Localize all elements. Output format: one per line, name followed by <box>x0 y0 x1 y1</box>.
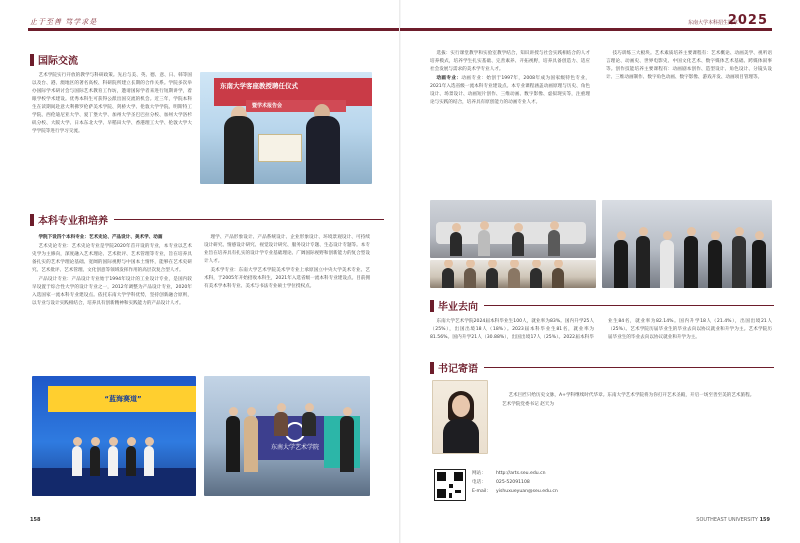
web-label: 网站： <box>472 471 486 476</box>
folio-left <box>30 517 40 523</box>
graduation-photo <box>602 200 772 288</box>
photo-person <box>224 116 254 184</box>
section-majors-heading <box>30 212 384 227</box>
destination-text: 东南大学艺术学院2024届本科毕业生100人，就业率为83%。国内升学25人（25%），出国出境18人（18%）。2023届本科毕业生81名，就业率为81.56%。国内升学21人（30.88%），出国出境17人（25%）。2022届本科毕业生84名，就业率为82.14%。国内升学18人（21.4%），出国出境21人（25%）。艺术学院历届毕业生的毕业去向以协议就业和升学为主。艺术学院历届毕业生的毕业去向以协议就业和升学为主。 <box>430 319 772 340</box>
message-paragraph <box>502 392 774 428</box>
photo-person <box>274 412 288 436</box>
photo-person <box>548 230 560 256</box>
photo-person <box>302 412 316 436</box>
photo-person <box>636 236 650 288</box>
intl-text: 艺术学院实行开放的教学与科研政策。先后与美、英、德、意、日、韩等国以及台、港、澳地区的著名高校、科研院所建立长期的合作关系。学院多次举办国际学术研讨会与国际艺术教育工作坊，邀请国际学者来进行短期讲学，着眼学校学术建设。优秀本科生可获得公派出国交流的机会。近三年，学院本科生在读期间赴意大利佛罗伦萨美术学院、剑桥大学、伦敦大学学院、明斯特工学院、西伦迪尼亚大学、爱丁堡大学、加州大学圣巴巴拉分校、加州大学洛杉矶分校、大阪大学、日本东北大学、早稻田大学、香港理工大学、伦敦大学大学学院等进行学习交流。 <box>32 73 192 134</box>
email-label: E-mail： <box>472 489 491 494</box>
team-flag <box>256 416 334 460</box>
section-title: 国际交流 <box>38 56 78 67</box>
photo-person <box>478 230 490 256</box>
university-label: SOUTHEAST UNIVERSITY <box>696 517 758 523</box>
brand-label: 东南大学本科招生简章 <box>687 20 738 26</box>
animation-courses: 技巧训练三大板块。艺术素质培养主要课程有：艺术概论、动画美学、视听语言理论、动画史、世界电影史、中国文化艺术、数字媒体艺术基础、跨媒体叙事等。创作技能培养主要课程有：动画剧本创作、造型设计、角色设计、分镜头设计、三维动画制作、数字角色动画、数字影像、游戏开发、动画项目管理等。 <box>606 51 772 80</box>
section-title: 毕业去向 <box>438 302 478 313</box>
photo-person <box>552 268 564 288</box>
header-rule <box>28 28 400 31</box>
photo-person <box>72 446 82 476</box>
photo-person <box>442 268 454 288</box>
photo-person <box>614 240 628 288</box>
heading-marker <box>430 300 434 312</box>
destination-paragraph <box>430 318 772 352</box>
majors-art-theory: 艺术史论专业：艺术史论专业是学院2020年首开设的专业，本专业以艺术史学为主修向，深度融入艺术理论、艺术批评、艺术管理等专业，旨在培养具备扎实的艺术学理论基础、宽阔的国际视野与中国本土情怀，能够在艺术史研究、艺术批评、艺术管理、文化创意等领域发挥作用的高层次复合型人才。 <box>32 244 192 273</box>
right-column-2 <box>606 50 772 194</box>
majors-product-courses: 理学、产品形象设计、产品系统设计、企业形象设计、环境景观设计、可持续设计研究、情感设计研究、视觉设计研究、服务设计专题、生态设计专题等。本专业旨在培养具有扎实的设计学专业基础理论、广阔国际视野和创新能力的复合型设计人才。 <box>204 235 370 264</box>
heading-rule <box>484 367 774 368</box>
heading-rule <box>114 219 384 220</box>
majors-column-1 <box>32 234 192 368</box>
heading-marker <box>30 214 34 226</box>
photo-person <box>226 416 240 472</box>
classroom-photo <box>430 200 596 258</box>
photo-banner-sub-text: 暨学术报告会 <box>252 103 283 109</box>
heading-rule <box>484 305 774 306</box>
phone-label: 电话： <box>472 480 486 485</box>
photo-banner-sub <box>246 100 346 112</box>
heading-marker <box>430 362 434 374</box>
photo-person <box>486 268 498 288</box>
message-signature: 艺术学院党委书记 赵天为 <box>502 402 554 407</box>
section-message-heading <box>430 360 774 375</box>
page-number: 158 <box>30 517 41 523</box>
right-page <box>400 0 800 543</box>
folio-right <box>696 517 770 523</box>
year-label: 2025 <box>727 13 768 28</box>
photo-person <box>144 446 154 476</box>
photo-person <box>90 446 100 476</box>
stage-photo <box>32 376 196 496</box>
photo-person <box>108 446 118 476</box>
section-destination-heading <box>430 298 774 313</box>
photo-person <box>508 268 520 288</box>
intl-paragraph <box>32 72 192 196</box>
section-intl-heading <box>30 52 78 67</box>
section-title: 本科专业和培养 <box>38 216 108 227</box>
majors-product-design: 产品设计专业：产品设计专业始于1994年设计的工业设计专业，是国内较早设置于综合性大学的设计专业之一，2012年调整为产品设计专业，2020年入选国家一流本科专业建设点。依托东南大学学科优势，坚持创新融合原则，以专业与设计实践相结合，培养具有创新精神和实践能力的产品设计人才。 <box>32 277 192 306</box>
right-column-1: 选拔：实行课堂教学和实验室教学结合，知识讲授与社会实践相结合的人才培养模式，培养学生扎实基础、完善素养、开拓视野，培养具备创造力、适应社会发展与需求的美术学专业人才。 动画专业：动画专业：始创于1997年，2008年成为国家级特色专业，2021年入选省级一流本科专业建设点。本专业课程涵盖动画原理与历史、角色设计、场景设计、动画短片创作、三维动画、数字影像、虚拟现实等，注重理论与实践的结合，培养具有原创能力的动画专业人才。 <box>430 51 590 105</box>
email-link[interactable]: yishuxueyuan@seu.edu.cn <box>496 489 558 494</box>
author-portrait <box>432 380 488 454</box>
section-title: 书记寄语 <box>438 364 478 375</box>
majors-intro: 学院下设四个本科专业：艺术史论、产品设计、美术学、动画 <box>38 235 163 240</box>
header-rule <box>400 28 772 31</box>
contact-block <box>472 469 558 496</box>
photo-person <box>684 236 698 288</box>
qr-code <box>434 469 466 501</box>
photo-person <box>450 232 462 256</box>
photo-banner-text: 东南大学客座教授聘任仪式 <box>220 82 298 90</box>
photo-person <box>464 268 476 288</box>
photo-person <box>732 236 746 288</box>
photo-person <box>660 240 674 288</box>
team-photo <box>204 376 370 496</box>
web-link[interactable]: http://arts.seu.edu.cn <box>496 471 546 476</box>
fine-arts-continued: 选拔：实行课堂教学和实验室教学结合，知识讲授与社会实践相结合的人才培养模式，培养学生扎实基础、完善素养、开拓视野，培养具备创造力、适应社会发展与需求的美术学专业人才。 <box>430 51 590 72</box>
photo-person <box>126 446 136 476</box>
photo-person <box>708 240 722 288</box>
page-motto: 止于至善 笃学求是 <box>30 18 98 26</box>
phone-value: 025-52091108 <box>496 480 530 485</box>
group-photo <box>430 260 596 288</box>
majors-fine-arts: 美术学专业：东南大学艺术学院美术学专业上承原国立中央大学美术专业、艺术科，于2005年开始招收本科生，2021年入选省级一流本科专业建设点。目前拥有美术学本科专业、美术与书法专业硕士学位授权点。 <box>204 268 370 289</box>
message-text: 艺术巨匠只给历史文脉，A+学科继续时代华章。东南大学艺术学院将为你打开艺术圣殿，开启一场至善至美的艺术旅程。 <box>508 393 755 398</box>
intl-photo <box>200 72 372 184</box>
photo-person <box>244 416 258 472</box>
photo-person <box>530 268 542 288</box>
photo-certificate <box>258 134 302 162</box>
page-number: 159 <box>759 517 770 523</box>
stage-banner: “蓝海赛道” <box>48 386 196 412</box>
team-flag-text: 东南大学艺术学院 <box>270 444 319 451</box>
photo-person <box>306 116 340 184</box>
photo-person <box>752 240 766 288</box>
animation-major: 动画专业：始创于1997年，2008年成为国家级特色专业，2021年入选省级一流本科专业建设点。本专业课程涵盖动画原理与历史、角色设计、场景设计、动画短片创作、三维动画、数字影像、虚拟现实等，注重理论与实践的结合，培养具有原创能力的动画专业人才。 <box>430 76 590 105</box>
photo-person <box>512 232 524 256</box>
heading-marker <box>30 54 34 66</box>
majors-column-2 <box>204 234 370 368</box>
photo-person <box>340 416 354 472</box>
